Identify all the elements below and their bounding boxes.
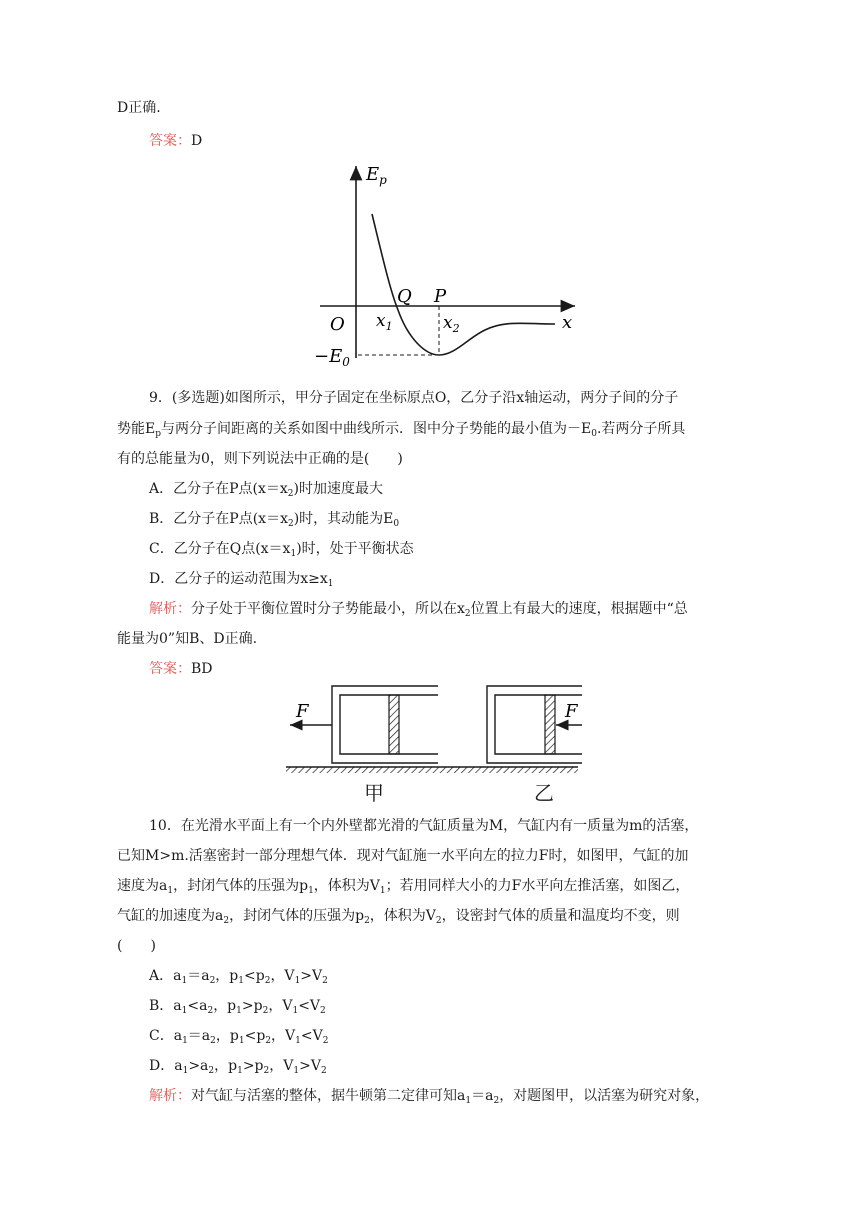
q10-line4: 气缸的加速度为$a_2$，封闭气体的压强为$p_2$，体积为$V_2$，设密封气体的质量和温度均不变，则	[117, 908, 680, 926]
origin-label: O	[330, 314, 345, 335]
q10-line3: 速度为$a_1$，封闭气体的压强为$p_1$，体积为$V_1$；若用同样大小的力F水平向左推活塞，如图乙，	[117, 878, 690, 896]
q9-analysis-line2: 能量为0”知B、D正确.	[117, 631, 258, 647]
q10-line1: 10．在光滑水平面上有一个内外壁都光滑的气缸质量为M，气缸内有一质量为m的活塞，	[149, 818, 699, 834]
label-yi: 乙	[534, 781, 554, 805]
y-axis-label: $E_p$	[366, 164, 387, 187]
q10-option-a: A．$a_1=a_2$，$p_1<p_2$，$V_1>V_2$	[149, 968, 328, 986]
force-label-right: F	[565, 701, 578, 722]
x2-label: $x_2$	[443, 313, 460, 335]
answer-value: D	[191, 133, 203, 149]
q10-line2: 已知M>m.活塞密封一部分理想气体．现对气缸施一水平向左的拉力F时，如图甲，气缸的加	[117, 848, 689, 864]
q9-stem-line1: 9．(多选题)如图所示，甲分子固定在坐标原点O，乙分子沿x轴运动，两分子间的分子	[149, 390, 679, 406]
q9-analysis-line1: 解析：分子处于平衡位置时分子势能最小，所以在$x_2$位置上有最大的速度，根据题中“总	[149, 601, 688, 619]
q10-analysis: 解析：对气缸与活塞的整体，据牛顿第二定律可知$a_1=a_2$，对题图甲，以活塞为研究对象，	[149, 1088, 710, 1106]
q9-option-c: C．乙分子在Q点$(x=x_1)$时，处于平衡状态	[149, 541, 414, 559]
q9-stem-line2: 势能$E_p$与两分子间距离的关系如图中曲线所示．图中分子势能的最小值为$-E_0$.若两分子所具	[117, 421, 686, 439]
piston-right	[545, 695, 555, 754]
min-energy-label: $-E_0$	[314, 346, 350, 369]
q10-option-b: B．$a_1<a_2$，$p_1>p_2$，$V_1<V_2$	[149, 998, 326, 1016]
q9-answer: 答案：BD	[149, 661, 213, 677]
q8-answer	[149, 131, 202, 151]
point-q-label: Q	[397, 286, 412, 307]
cylinder-left	[332, 686, 438, 763]
q9-stem-line3: 有的总能量为0，则下列说法中正确的是( )	[117, 451, 403, 467]
q10-option-d: D．$a_1>a_2$，$p_1>p_2$，$V_1>V_2$	[149, 1058, 327, 1076]
cylinder-diagram	[282, 683, 582, 783]
label-jia: 甲	[364, 781, 384, 805]
answer-label: 答案：	[149, 133, 191, 149]
energy-curve	[372, 214, 555, 355]
potential-energy-diagram	[300, 160, 590, 375]
ground-hatch	[286, 767, 578, 773]
q9-option-b: B．乙分子在P点$(x=x_2)$时，其动能为$E_0$	[149, 511, 400, 529]
prev-answer-tail: D正确.	[117, 100, 161, 116]
q10-option-c: C．$a_1=a_2$，$p_1<p_2$，$V_1<V_2$	[149, 1028, 329, 1046]
piston-left	[389, 695, 399, 754]
x-axis-label: x	[562, 312, 573, 333]
q9-option-d: D．乙分子的运动范围为$x\ge x_1$	[149, 571, 334, 589]
point-p-label: P	[434, 286, 447, 307]
force-label-left: F	[296, 701, 309, 722]
x1-label: $x_1$	[376, 311, 393, 333]
q9-option-a: A．乙分子在P点$(x=x_2)$时加速度最大	[149, 481, 383, 499]
q10-line5: ( )	[117, 938, 156, 954]
